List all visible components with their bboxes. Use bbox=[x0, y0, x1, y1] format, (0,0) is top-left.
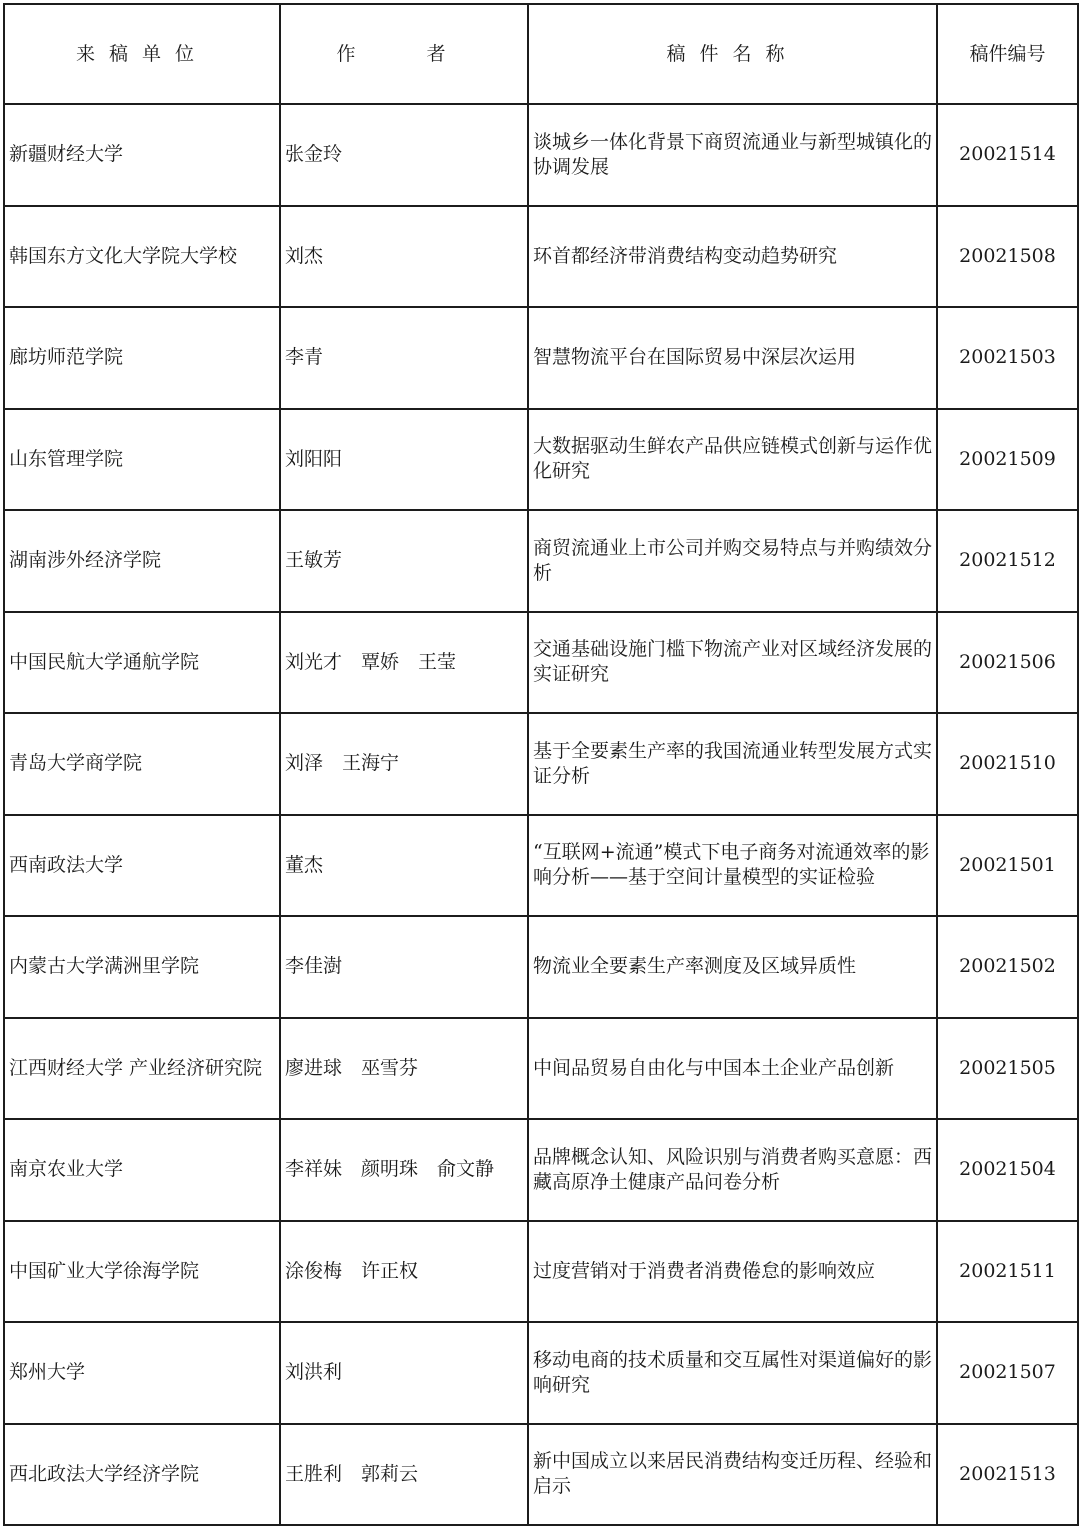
table-row bbox=[4, 206, 1078, 308]
cell-author: 李青 bbox=[280, 307, 528, 409]
cell-title: 商贸流通业上市公司并购交易特点与并购绩效分析 bbox=[528, 510, 937, 612]
header-title: 稿件名称 bbox=[528, 4, 937, 104]
cell-id: 20021502 bbox=[937, 916, 1078, 1018]
table-row bbox=[4, 1018, 1078, 1120]
cell-title: 物流业全要素生产率测度及区域异质性 bbox=[528, 916, 937, 1018]
cell-org: 中国矿业大学徐海学院 bbox=[4, 1221, 280, 1323]
cell-id: 20021508 bbox=[937, 206, 1078, 308]
cell-org: 青岛大学商学院 bbox=[4, 713, 280, 815]
cell-org: 山东管理学院 bbox=[4, 409, 280, 511]
cell-id: 20021506 bbox=[937, 612, 1078, 714]
cell-id: 20021510 bbox=[937, 713, 1078, 815]
table-row bbox=[4, 307, 1078, 409]
cell-org: 郑州大学 bbox=[4, 1322, 280, 1424]
cell-id: 20021511 bbox=[937, 1221, 1078, 1323]
cell-author: 刘阳阳 bbox=[280, 409, 528, 511]
table-row bbox=[4, 612, 1078, 714]
table-row bbox=[4, 510, 1078, 612]
cell-org: 湖南涉外经济学院 bbox=[4, 510, 280, 612]
table-row bbox=[4, 409, 1078, 511]
submissions-table-wrapper bbox=[3, 3, 1079, 1526]
table-body bbox=[4, 104, 1078, 1525]
table-row bbox=[4, 713, 1078, 815]
cell-title: “互联网+流通”模式下电子商务对流通效率的影响分析——基于空间计量模型的实证检验 bbox=[528, 815, 937, 917]
header-row bbox=[4, 4, 1078, 104]
table-row bbox=[4, 815, 1078, 917]
cell-author: 廖进球 巫雪芬 bbox=[280, 1018, 528, 1120]
cell-author: 刘杰 bbox=[280, 206, 528, 308]
cell-org: 韩国东方文化大学院大学校 bbox=[4, 206, 280, 308]
cell-title: 谈城乡一体化背景下商贸流通业与新型城镇化的协调发展 bbox=[528, 104, 937, 206]
cell-author: 李祥妹 颜明珠 俞文静 bbox=[280, 1119, 528, 1221]
cell-author: 刘光才 覃娇 王莹 bbox=[280, 612, 528, 714]
cell-title: 中间品贸易自由化与中国本土企业产品创新 bbox=[528, 1018, 937, 1120]
cell-id: 20021507 bbox=[937, 1322, 1078, 1424]
cell-id: 20021509 bbox=[937, 409, 1078, 511]
table-row bbox=[4, 104, 1078, 206]
cell-title: 品牌概念认知、风险识别与消费者购买意愿：西藏高原净土健康产品问卷分析 bbox=[528, 1119, 937, 1221]
cell-id: 20021503 bbox=[937, 307, 1078, 409]
cell-id: 20021512 bbox=[937, 510, 1078, 612]
cell-org: 江西财经大学 产业经济研究院 bbox=[4, 1018, 280, 1120]
cell-id: 20021514 bbox=[937, 104, 1078, 206]
cell-org: 新疆财经大学 bbox=[4, 104, 280, 206]
table-row bbox=[4, 1424, 1078, 1526]
cell-org: 南京农业大学 bbox=[4, 1119, 280, 1221]
cell-title: 基于全要素生产率的我国流通业转型发展方式实证分析 bbox=[528, 713, 937, 815]
cell-author: 涂俊梅 许正权 bbox=[280, 1221, 528, 1323]
cell-author: 董杰 bbox=[280, 815, 528, 917]
cell-org: 西南政法大学 bbox=[4, 815, 280, 917]
header-id: 稿件编号 bbox=[937, 4, 1078, 104]
cell-author: 王敏芳 bbox=[280, 510, 528, 612]
cell-title: 移动电商的技术质量和交互属性对渠道偏好的影响研究 bbox=[528, 1322, 937, 1424]
cell-title: 大数据驱动生鲜农产品供应链模式创新与运作优化研究 bbox=[528, 409, 937, 511]
table-row bbox=[4, 916, 1078, 1018]
cell-org: 中国民航大学通航学院 bbox=[4, 612, 280, 714]
cell-org: 廊坊师范学院 bbox=[4, 307, 280, 409]
submissions-table bbox=[3, 3, 1079, 1526]
table-row bbox=[4, 1322, 1078, 1424]
header-org: 来稿单位 bbox=[4, 4, 280, 104]
table-row bbox=[4, 1221, 1078, 1323]
cell-title: 环首都经济带消费结构变动趋势研究 bbox=[528, 206, 937, 308]
cell-id: 20021513 bbox=[937, 1424, 1078, 1526]
cell-title: 交通基础设施门槛下物流产业对区域经济发展的实证研究 bbox=[528, 612, 937, 714]
cell-title: 过度营销对于消费者消费倦怠的影响效应 bbox=[528, 1221, 937, 1323]
cell-id: 20021505 bbox=[937, 1018, 1078, 1120]
cell-id: 20021504 bbox=[937, 1119, 1078, 1221]
header-author: 作 者 bbox=[280, 4, 528, 104]
cell-author: 李佳澍 bbox=[280, 916, 528, 1018]
cell-id: 20021501 bbox=[937, 815, 1078, 917]
cell-author: 刘洪利 bbox=[280, 1322, 528, 1424]
cell-org: 西北政法大学经济学院 bbox=[4, 1424, 280, 1526]
cell-org: 内蒙古大学满洲里学院 bbox=[4, 916, 280, 1018]
cell-author: 王胜利 郭莉云 bbox=[280, 1424, 528, 1526]
table-row bbox=[4, 1119, 1078, 1221]
cell-author: 刘泽 王海宁 bbox=[280, 713, 528, 815]
cell-author: 张金玲 bbox=[280, 104, 528, 206]
cell-title: 智慧物流平台在国际贸易中深层次运用 bbox=[528, 307, 937, 409]
cell-title: 新中国成立以来居民消费结构变迁历程、经验和启示 bbox=[528, 1424, 937, 1526]
